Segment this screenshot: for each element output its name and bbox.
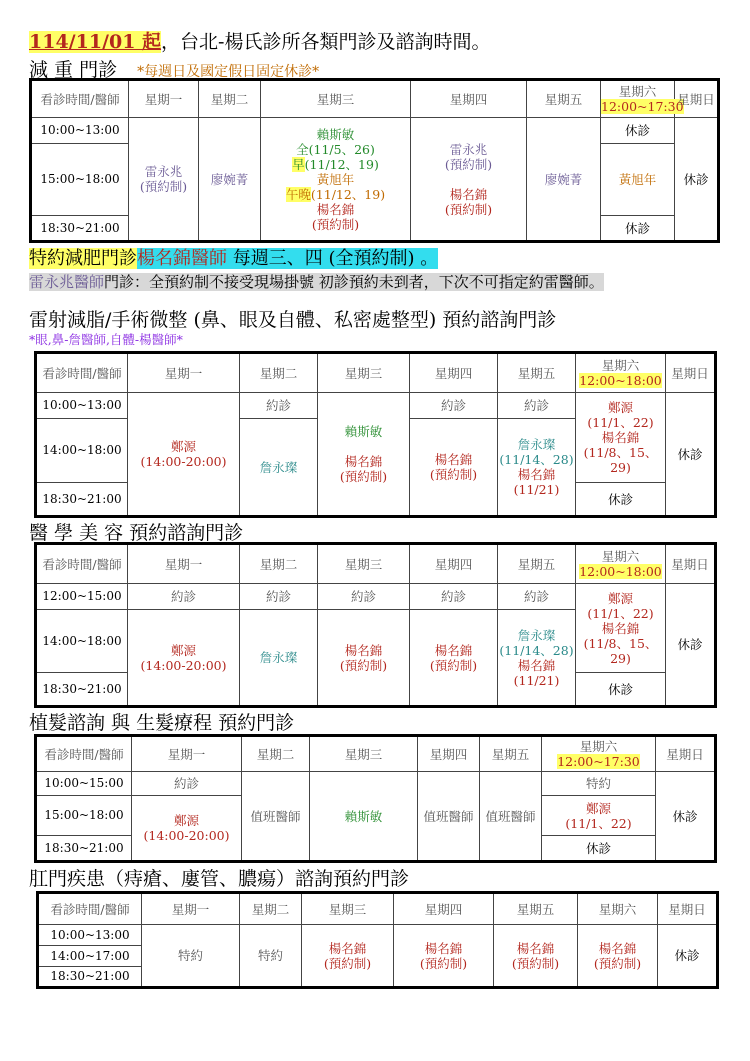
- sat-cell: 楊名錦 (預約制): [578, 925, 658, 988]
- sun-cell: 休診: [666, 393, 716, 517]
- sat-cell: 休診: [542, 836, 656, 862]
- header-cell: 星期五: [498, 353, 576, 393]
- time-cell: 10:00~13:00: [36, 393, 128, 419]
- tue-cell: 詹永璨: [240, 419, 318, 517]
- header-cell: 星期一: [128, 353, 240, 393]
- anal-table: [36, 891, 719, 989]
- mon-cell: 約診: [128, 584, 240, 610]
- tue-cell: 約診: [240, 393, 318, 419]
- table-header-row: [36, 544, 716, 584]
- time-cell: 18:30~21:00: [36, 836, 132, 862]
- tue-cell: 值班醫師: [242, 772, 310, 862]
- header-cell: 看診時間/醫師: [36, 544, 128, 584]
- sat-cell: 鄭源 (11/1、22) 楊名錦 (11/8、15、29): [576, 584, 666, 673]
- thu-cell: 楊名錦 (預約制): [410, 419, 498, 517]
- header-cell: 星期一: [142, 893, 240, 925]
- header-cell: 星期四: [411, 80, 527, 118]
- header-cell: 星期五: [480, 736, 542, 772]
- weight-table: [29, 78, 720, 243]
- header-cell: 看診時間/醫師: [36, 736, 132, 772]
- special-doctor: 楊名錦醫師: [137, 248, 227, 269]
- time-cell: 12:00~15:00: [36, 584, 128, 610]
- time-cell: 10:00~15:00: [36, 772, 132, 796]
- time-cell: 10:00~13:00: [31, 118, 129, 144]
- sat-cell: 休診: [576, 673, 666, 707]
- page-title: [29, 27, 490, 54]
- sat-hours: 12:00~18:00: [579, 373, 662, 388]
- mon-cell: 鄭源 (14:00-20:00): [128, 393, 240, 517]
- table-header-row: [36, 353, 716, 393]
- sat-cell: 休診: [576, 483, 666, 517]
- section-heading-anal: 肛門疾患（痔瘡、廔管、膿瘍）諮詢預約門診: [29, 868, 410, 890]
- header-cell: 看診時間/醫師: [38, 893, 142, 925]
- time-cell: 14:00~17:00: [38, 946, 142, 967]
- wed-cell: 楊名錦 (預約制): [302, 925, 394, 988]
- header-cell: 星期二: [240, 893, 302, 925]
- header-cell: 星期三: [318, 353, 410, 393]
- header-cell: 星期二: [199, 80, 261, 118]
- tue-cell: 特約: [240, 925, 302, 988]
- header-cell: 星期一: [128, 544, 240, 584]
- weight-heading: 減 重 門診: [29, 59, 118, 81]
- sat-cell: 特約: [542, 772, 656, 796]
- hair-table: [34, 734, 717, 863]
- thu-cell: 值班醫師: [418, 772, 480, 862]
- wed-cell: 約診: [318, 584, 410, 610]
- header-cell: 星期四: [418, 736, 480, 772]
- mon-cell: 特約: [142, 925, 240, 988]
- lei-doctor: 雷永兆醫師: [29, 273, 105, 291]
- time-cell: 15:00~18:00: [36, 796, 132, 836]
- header-cell: 星期日: [656, 736, 716, 772]
- wed-cell: 賴斯敏: [310, 772, 418, 862]
- mon-cell: 鄭源 (14:00-20:00): [132, 796, 242, 862]
- header-cell: 星期二: [240, 544, 318, 584]
- table-row: [31, 118, 719, 144]
- sat-cell: 黃旭年: [601, 144, 675, 216]
- header-cell: 星期三: [261, 80, 411, 118]
- wed-cell: 賴斯敏 全(11/5、26) 早(11/12、19) 黃旭年 午晚(11/12、19) 楊名錦 (預約制): [261, 118, 411, 242]
- sat-hours: 12:00~18:00: [579, 564, 662, 579]
- time-cell: 14:00~18:00: [36, 419, 128, 483]
- sun-cell: 休診: [666, 584, 716, 707]
- sun-cell: 休診: [656, 772, 716, 862]
- time-cell: 18:30~21:00: [38, 967, 142, 988]
- header-cell: 星期三: [302, 893, 394, 925]
- table-row: [38, 925, 718, 946]
- header-cell: 星期日: [666, 353, 716, 393]
- laser-table: [34, 351, 717, 518]
- tue-cell: 廖婉菁: [199, 118, 261, 242]
- header-cell-sat: 星期六 12:00~18:00: [576, 353, 666, 393]
- sat-cell: 休診: [601, 118, 675, 144]
- special-notice: [29, 244, 438, 270]
- sat-hours: 12:00~17:30: [601, 99, 684, 114]
- fri-cell: 廖婉菁: [527, 118, 601, 242]
- table-header-row: [31, 80, 719, 118]
- lei-notice: [29, 271, 604, 292]
- table-header-row: [36, 736, 716, 772]
- sat-cell: 鄭源 (11/1、22): [542, 796, 656, 836]
- header-cell-sat: 星期六 12:00~17:30: [542, 736, 656, 772]
- header-cell: 星期五: [498, 544, 576, 584]
- mon-cell: 雷永兆 (預約制): [129, 118, 199, 242]
- tue-cell: 約診: [240, 584, 318, 610]
- header-cell: 星期四: [410, 353, 498, 393]
- thu-cell: 約診: [410, 393, 498, 419]
- table-row: [36, 584, 716, 610]
- special-label: 特約減肥門診: [29, 248, 137, 269]
- header-cell: 星期五: [527, 80, 601, 118]
- header-cell: 星期六: [578, 893, 658, 925]
- section-heading-beauty: 醫 學 美 容 預約諮詢門診: [29, 522, 244, 544]
- fri-cell: 詹永璨 (11/14、28) 楊名錦 (11/21): [498, 419, 576, 517]
- mon-cell: 鄭源 (14:00-20:00): [128, 610, 240, 707]
- section-heading-hair: 植髮諮詢 與 生髮療程 預約門診: [29, 712, 295, 734]
- thu-cell: 楊名錦 (預約制): [410, 610, 498, 707]
- time-cell: 10:00~13:00: [38, 925, 142, 946]
- header-cell: 看診時間/醫師: [31, 80, 129, 118]
- time-cell: 18:30~21:00: [36, 673, 128, 707]
- effective-date: 114/11/01 起: [29, 31, 162, 53]
- sat-hours: 12:00~17:30: [557, 754, 640, 769]
- header-cell: 星期日: [666, 544, 716, 584]
- fri-cell: 楊名錦 (預約制): [494, 925, 578, 988]
- fri-cell: 詹永璨 (11/14、28) 楊名錦 (11/21): [498, 610, 576, 707]
- time-cell: 15:00~18:00: [31, 144, 129, 216]
- header-cell: 星期三: [310, 736, 418, 772]
- header-cell: 星期五: [494, 893, 578, 925]
- lei-rule: 門診：全預約制不接受現場掛號 初診預約未到者，下次不可指定約雷醫師。: [104, 273, 604, 291]
- table-header-row: [38, 893, 718, 925]
- mon-cell: 約診: [132, 772, 242, 796]
- title-text: ，台北-楊氏診所各類門診及諮詢時間。: [161, 31, 491, 53]
- header-cell: 星期日: [658, 893, 718, 925]
- table-row: [36, 393, 716, 419]
- header-cell: 星期四: [394, 893, 494, 925]
- table-row: [36, 772, 716, 796]
- header-cell: 星期四: [410, 544, 498, 584]
- header-cell-sat: 星期六 12:00~17:30: [601, 80, 675, 118]
- thu-cell: 楊名錦 (預約制): [394, 925, 494, 988]
- fri-cell: 約診: [498, 393, 576, 419]
- header-cell: 星期一: [129, 80, 199, 118]
- time-cell: 18:30~21:00: [36, 483, 128, 517]
- laser-note: *眼,鼻-詹醫師,自體-楊醫師*: [29, 332, 183, 347]
- thu-cell: 雷永兆 (預約制) 楊名錦 (預約制): [411, 118, 527, 242]
- thu-cell: 約診: [410, 584, 498, 610]
- fri-cell: 值班醫師: [480, 772, 542, 862]
- header-cell: 星期日: [675, 80, 719, 118]
- header-cell: 星期一: [132, 736, 242, 772]
- sat-cell: 鄭源 (11/1、22) 楊名錦 (11/8、15、29): [576, 393, 666, 483]
- fri-cell: 約診: [498, 584, 576, 610]
- header-cell: 星期二: [242, 736, 310, 772]
- sat-cell: 休診: [601, 216, 675, 242]
- header-cell: 看診時間/醫師: [36, 353, 128, 393]
- tue-cell: 詹永璨: [240, 610, 318, 707]
- weight-note: *每週日及國定假日固定休診*: [137, 64, 320, 80]
- section-heading-laser: 雷射減脂/手術微整 (鼻、眼及自體、私密處整型) 預約諮詢門診: [29, 309, 557, 331]
- sun-cell: 休診: [675, 118, 719, 242]
- sun-cell: 休診: [658, 925, 718, 988]
- time-cell: 18:30~21:00: [31, 216, 129, 242]
- header-cell: 星期二: [240, 353, 318, 393]
- time-cell: 14:00~18:00: [36, 610, 128, 673]
- wed-cell: 賴斯敏 楊名錦 (預約制): [318, 393, 410, 517]
- header-cell-sat: 星期六 12:00~18:00: [576, 544, 666, 584]
- beauty-table: [34, 542, 717, 708]
- special-schedule: 每週三、四 (全預約制) 。: [227, 248, 439, 269]
- wed-cell: 楊名錦 (預約制): [318, 610, 410, 707]
- header-cell: 星期三: [318, 544, 410, 584]
